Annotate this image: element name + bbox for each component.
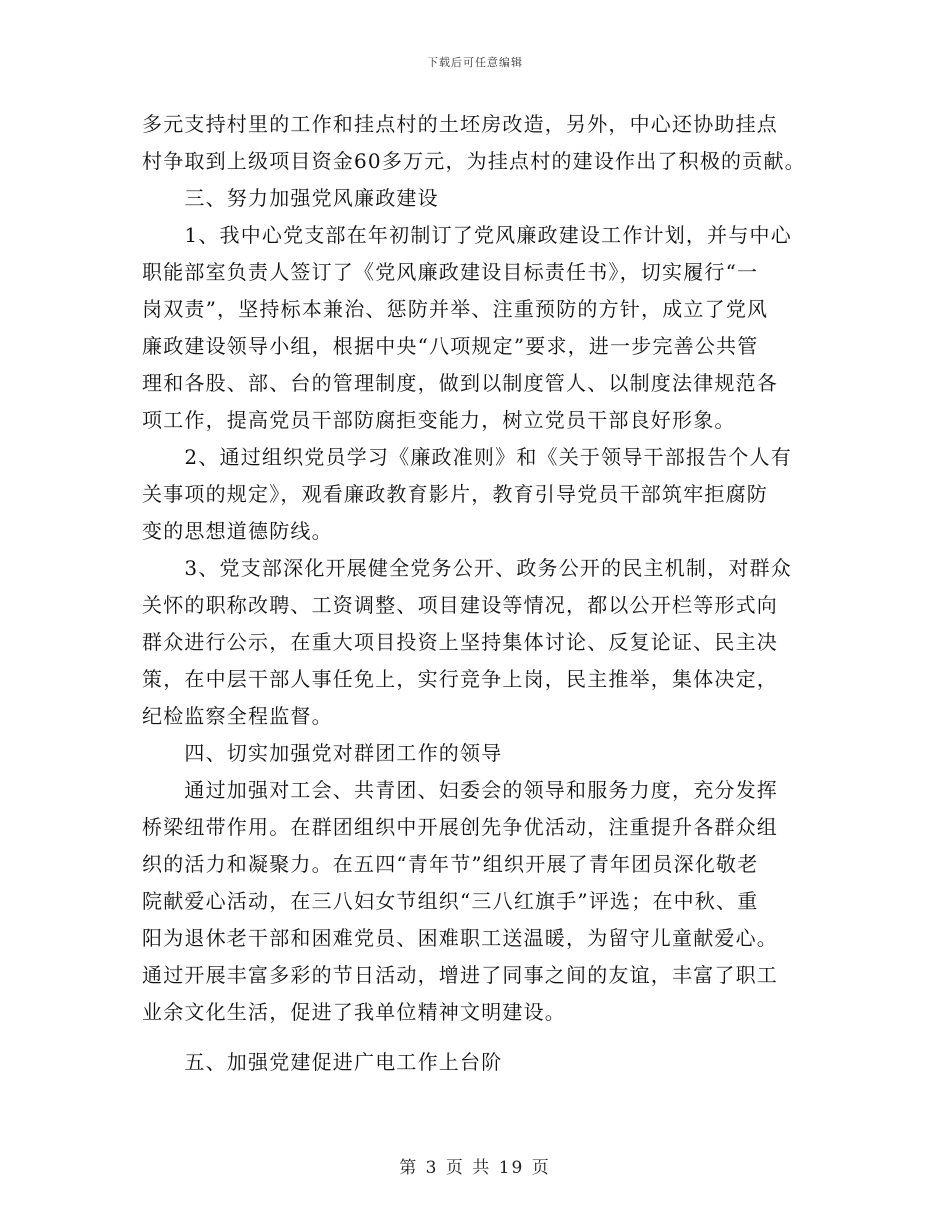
document-body	[142, 106, 822, 1081]
section-heading: 四、切实加强党对群团工作的领导	[142, 741, 503, 765]
body-line: 2、通过组织党员学习《廉政准则》和《关于领导干部报告个人有	[142, 445, 792, 469]
section-heading: 三、努力加强党风廉政建设	[142, 186, 439, 210]
body-line: 关事项的规定》，观看廉政教育影片，教育引导党员干部筑牢拒腐防	[142, 482, 768, 506]
body-line: 岗双责”，坚持标本兼治、惩防并举、注重预防的方针，成立了党风	[142, 297, 769, 321]
body-line: 1、我中心党支部在年初制订了党风廉政建设工作计划，并与中心	[142, 223, 792, 247]
body-line: 桥梁纽带作用。在群团组织中开展创先争优活动，注重提升各群众组	[142, 815, 778, 839]
body-line: 理和各股、部、台的管理制度，做到以制度管人、以制度法律规范各	[142, 371, 778, 395]
body-line: 村争取到上级项目资金60多万元，为挂点村的建设作出了积极的贡献。	[142, 149, 806, 173]
body-line: 廉政建设领导小组，根据中央“八项规定”要求，进一步完善公共管	[142, 334, 759, 358]
body-line: 变的思想道德防线。	[142, 519, 333, 543]
body-line: 项工作，提高党员干部防腐拒变能力，树立党员干部良好形象。	[142, 408, 736, 432]
body-line: 通过开展丰富多彩的节日活动，增进了同事之间的友谊，丰富了职工	[142, 963, 778, 987]
body-line: 策，在中层干部人事任免上，实行竞争上岗，民主推举，集体决定，	[142, 667, 778, 691]
body-line: 业余文化生活，促进了我单位精神文明建设。	[142, 1000, 566, 1024]
section-heading: 五、加强党建促进广电工作上台阶	[142, 1050, 503, 1074]
body-line: 阳为退休老干部和困难党员、困难职工送温暖，为留守儿童献爱心。	[142, 926, 778, 950]
page-number: 第 3 页 共 19 页	[399, 1158, 551, 1178]
body-line: 职能部室负责人签订了《党风廉政建设目标责任书》，切实履行“一	[142, 260, 759, 284]
body-line: 多元支持村里的工作和挂点村的土坯房改造，另外，中心还协助挂点	[142, 112, 778, 136]
body-line: 织的活力和凝聚力。在五四“青年节”组织开展了青年团员深化敬老	[142, 852, 759, 876]
body-line: 院献爱心活动，在三八妇女节组织“三八红旗手”评选；在中秋、重	[142, 889, 759, 913]
header-note: 下载后可任意编辑	[427, 56, 523, 69]
body-line: 关怀的职称改聘、工资调整、项目建设等情况，都以公开栏等形式向	[142, 593, 778, 617]
body-line: 纪检监察全程监督。	[142, 704, 333, 728]
body-line: 3、党支部深化开展健全党务公开、政务公开的民主机制，对群众	[142, 556, 792, 580]
body-line: 通过加强对工会、共青团、妇委会的领导和服务力度，充分发挥	[142, 778, 778, 802]
body-line: 群众进行公示，在重大项目投资上坚持集体讨论、反复论证、民主决	[142, 630, 778, 654]
